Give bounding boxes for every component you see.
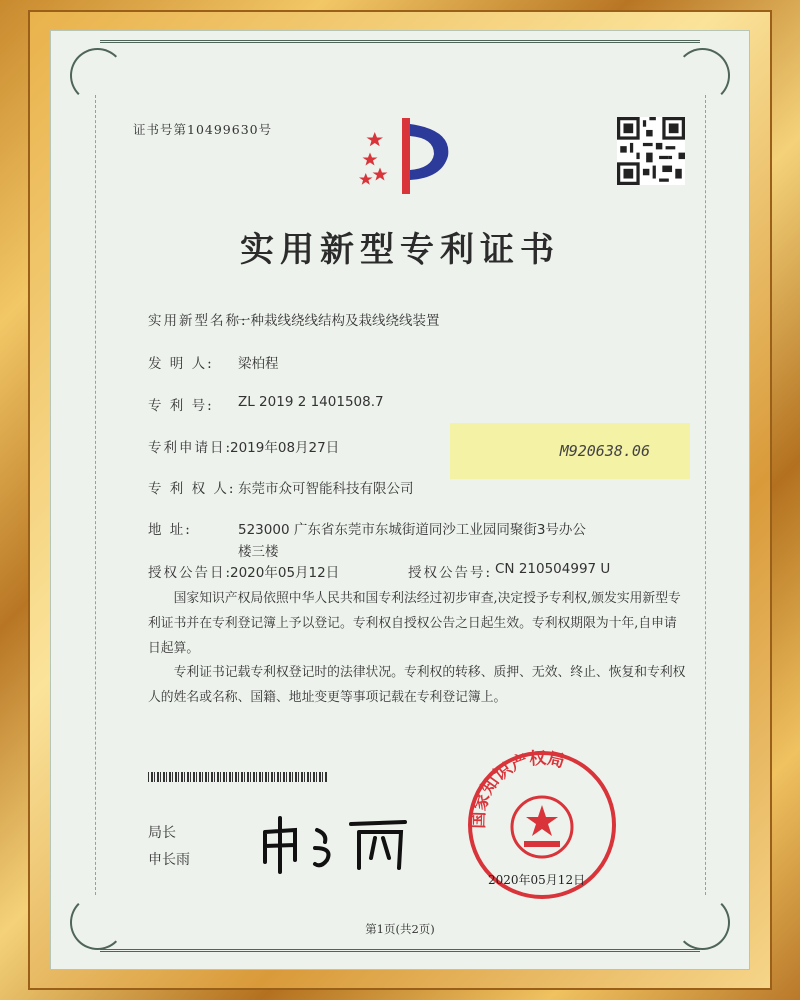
inventor-value: 梁柏程 [238, 356, 279, 372]
qr-code-icon [617, 117, 685, 185]
grant-announcement-date-value: 2020年05月12日 [230, 565, 340, 581]
official-seal [462, 745, 622, 905]
left-border-line [95, 95, 96, 895]
top-ornament [100, 40, 700, 80]
seal-date: 2020年05月12日 [488, 873, 586, 887]
grant-announcement-number-label: 授权公告号: [408, 565, 493, 581]
sticky-note: M920638.06 [450, 423, 690, 479]
statement-paragraph-1: 国家知识产权局依照中华人民共和国专利法经过初步审查,决定授予专利权,颁发实用新型专利证书并在专利登记簿上予以登记。专利权自授权公告之日起生效。专利权期限为十年,自申请日起算。 [148, 591, 681, 656]
utility-model-name-value: 一种栽线绕线结构及栽线绕线装置 [237, 313, 440, 329]
grant-announcement-date-label: 授权公告日: [148, 565, 233, 581]
corner-ornament-top-left [70, 48, 125, 103]
utility-model-name-label: 实用新型名称: [148, 313, 248, 329]
address-label: 地 址: [148, 522, 192, 538]
barcode [148, 772, 328, 782]
corner-ornament-top-right [675, 48, 730, 103]
director-signature [255, 810, 425, 880]
director-title: 局长 [148, 825, 176, 841]
right-border-line [705, 95, 706, 895]
inventor-label: 发 明 人: [148, 356, 214, 372]
grant-announcement-number-value: CN 210504997 U [495, 561, 611, 577]
certificate-number: 证书号第10499630号 [133, 122, 273, 137]
patent-number-label: 专 利 号: [148, 398, 214, 414]
application-date-value: 2019年08月27日 [230, 440, 340, 456]
director-name: 申长雨 [148, 852, 190, 868]
application-date-label: 专利申请日: [148, 440, 233, 456]
svg-text:国家知识产权局 [469, 747, 567, 828]
cnipa-logo-icon [350, 110, 460, 200]
patentee-label: 专 利 权 人: [148, 481, 236, 497]
address-line-2: 楼三楼 [238, 544, 279, 560]
page-footer: 第1页(共2页) [365, 922, 435, 936]
seal-text: 国家知识产权局 [468, 748, 567, 829]
certificate-title: 实用新型专利证书 [240, 230, 560, 270]
statement-paragraph-2: 专利证书记载专利权登记时的法律状况。专利权的转移、质押、无效、终止、恢复和专利权人的姓名或名称、国籍、地址变更等事项记载在专利登记簿上。 [148, 665, 686, 705]
patentee-value: 东莞市众可智能科技有限公司 [238, 481, 414, 497]
address-line-1: 523000 广东省东莞市东城街道同沙工业园同聚街3号办公 [238, 522, 586, 538]
patent-number-value: ZL 2019 2 1401508.7 [238, 394, 384, 410]
